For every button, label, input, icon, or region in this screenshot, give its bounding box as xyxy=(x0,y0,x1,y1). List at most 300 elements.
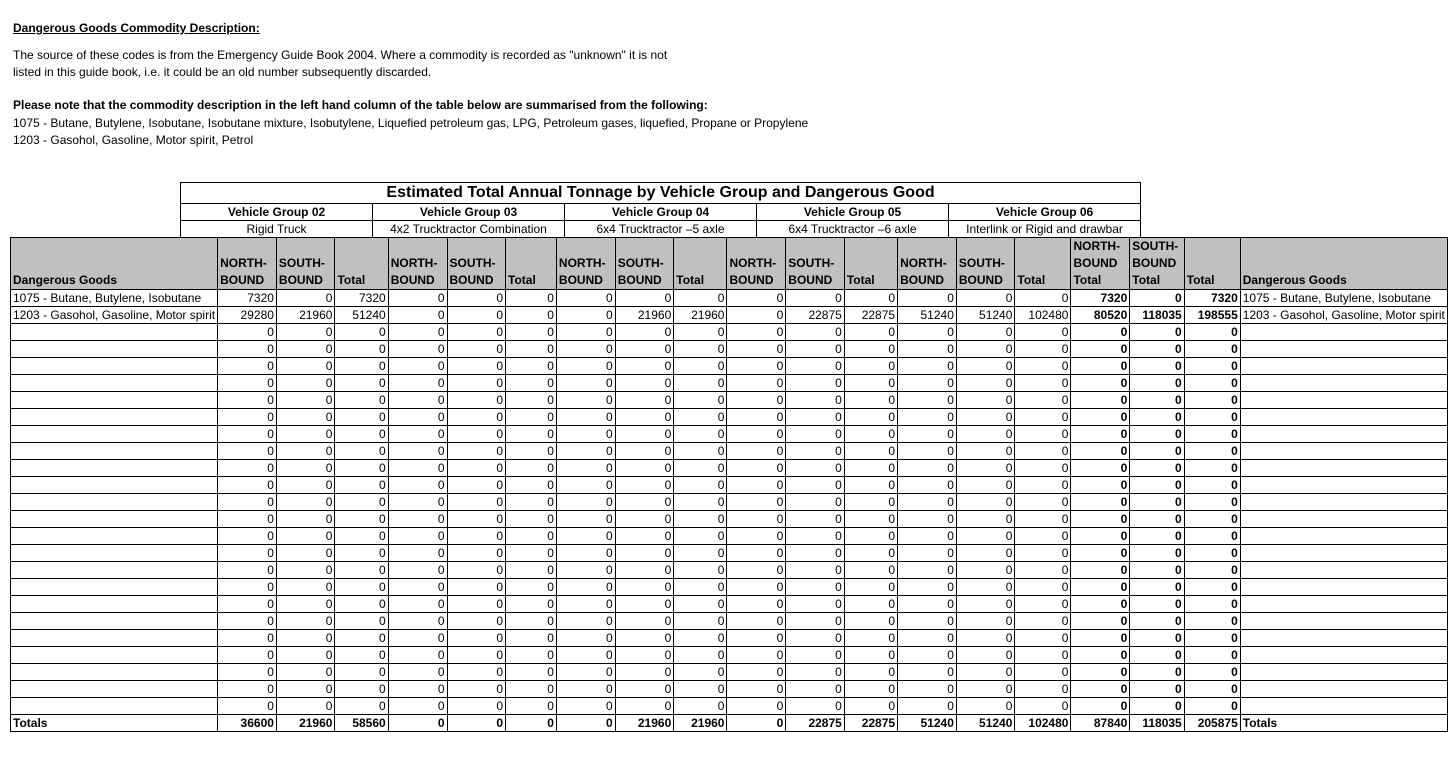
tonnage-cell[interactable]: 0 xyxy=(1184,698,1240,715)
total-cell[interactable]: 205875 xyxy=(1184,715,1240,732)
tonnage-cell[interactable]: 0 xyxy=(898,681,957,698)
tonnage-cell[interactable]: 0 xyxy=(898,647,957,664)
tonnage-cell[interactable]: 0 xyxy=(1130,375,1184,392)
total-cell[interactable]: 58560 xyxy=(335,715,388,732)
dangerous-goods-cell[interactable] xyxy=(1240,392,1447,409)
tonnage-cell[interactable]: 0 xyxy=(1071,528,1130,545)
dangerous-goods-cell[interactable] xyxy=(1240,324,1447,341)
tonnage-cell[interactable]: 0 xyxy=(506,511,557,528)
tonnage-cell[interactable]: 0 xyxy=(1015,443,1071,460)
tonnage-cell[interactable]: 0 xyxy=(1184,426,1240,443)
dangerous-goods-cell[interactable] xyxy=(11,392,218,409)
tonnage-cell[interactable]: 0 xyxy=(1071,698,1130,715)
total-cell[interactable]: 22875 xyxy=(844,715,897,732)
dangerous-goods-cell[interactable] xyxy=(1240,562,1447,579)
tonnage-cell[interactable]: 0 xyxy=(276,528,335,545)
tonnage-cell[interactable]: 0 xyxy=(615,443,674,460)
tonnage-cell[interactable]: 0 xyxy=(556,375,615,392)
tonnage-cell[interactable]: 51240 xyxy=(898,307,957,324)
tonnage-cell[interactable]: 0 xyxy=(447,647,506,664)
tonnage-cell[interactable]: 0 xyxy=(956,511,1015,528)
dangerous-goods-cell[interactable] xyxy=(1240,477,1447,494)
tonnage-cell[interactable]: 0 xyxy=(335,647,388,664)
tonnage-cell[interactable]: 0 xyxy=(786,647,845,664)
tonnage-cell[interactable]: 0 xyxy=(335,358,388,375)
tonnage-cell[interactable]: 0 xyxy=(1184,477,1240,494)
tonnage-cell[interactable]: 0 xyxy=(218,324,277,341)
dangerous-goods-cell[interactable] xyxy=(1240,358,1447,375)
tonnage-cell[interactable]: 0 xyxy=(388,681,447,698)
tonnage-cell[interactable]: 0 xyxy=(1130,579,1184,596)
tonnage-cell[interactable]: 0 xyxy=(388,630,447,647)
tonnage-cell[interactable]: 0 xyxy=(335,460,388,477)
tonnage-cell[interactable]: 0 xyxy=(447,613,506,630)
tonnage-cell[interactable]: 0 xyxy=(1071,375,1130,392)
tonnage-cell[interactable]: 0 xyxy=(615,494,674,511)
tonnage-cell[interactable]: 0 xyxy=(1130,562,1184,579)
tonnage-cell[interactable]: 0 xyxy=(556,630,615,647)
tonnage-cell[interactable]: 0 xyxy=(335,613,388,630)
tonnage-cell[interactable]: 0 xyxy=(1071,681,1130,698)
dangerous-goods-cell[interactable] xyxy=(1240,528,1447,545)
tonnage-cell[interactable]: 0 xyxy=(556,324,615,341)
dangerous-goods-cell[interactable] xyxy=(11,698,218,715)
tonnage-cell[interactable]: 0 xyxy=(786,460,845,477)
tonnage-cell[interactable]: 0 xyxy=(1015,460,1071,477)
tonnage-cell[interactable]: 0 xyxy=(727,647,786,664)
tonnage-cell[interactable]: 0 xyxy=(844,596,897,613)
tonnage-cell[interactable]: 0 xyxy=(1130,443,1184,460)
tonnage-cell[interactable]: 0 xyxy=(956,375,1015,392)
total-cell[interactable]: 51240 xyxy=(956,715,1015,732)
tonnage-cell[interactable]: 0 xyxy=(1015,494,1071,511)
tonnage-cell[interactable]: 0 xyxy=(556,426,615,443)
dangerous-goods-cell[interactable] xyxy=(11,630,218,647)
tonnage-cell[interactable]: 0 xyxy=(556,460,615,477)
tonnage-cell[interactable]: 0 xyxy=(1071,596,1130,613)
tonnage-cell[interactable]: 0 xyxy=(898,409,957,426)
tonnage-cell[interactable]: 0 xyxy=(674,596,727,613)
tonnage-cell[interactable]: 0 xyxy=(388,392,447,409)
tonnage-cell[interactable]: 0 xyxy=(447,664,506,681)
tonnage-cell[interactable]: 7320 xyxy=(1184,290,1240,307)
tonnage-cell[interactable]: 0 xyxy=(447,443,506,460)
tonnage-cell[interactable]: 0 xyxy=(674,681,727,698)
tonnage-cell[interactable]: 0 xyxy=(1015,579,1071,596)
tonnage-cell[interactable]: 0 xyxy=(218,511,277,528)
tonnage-cell[interactable]: 0 xyxy=(388,613,447,630)
tonnage-cell[interactable]: 0 xyxy=(844,630,897,647)
tonnage-cell[interactable]: 0 xyxy=(1015,409,1071,426)
tonnage-cell[interactable]: 0 xyxy=(335,596,388,613)
tonnage-cell[interactable]: 0 xyxy=(615,324,674,341)
tonnage-cell[interactable]: 0 xyxy=(615,358,674,375)
tonnage-cell[interactable]: 0 xyxy=(786,562,845,579)
tonnage-cell[interactable]: 0 xyxy=(335,698,388,715)
totals-label[interactable]: Totals xyxy=(11,715,218,732)
tonnage-cell[interactable]: 7320 xyxy=(1071,290,1130,307)
tonnage-cell[interactable]: 0 xyxy=(447,494,506,511)
tonnage-cell[interactable]: 0 xyxy=(506,528,557,545)
tonnage-cell[interactable]: 0 xyxy=(1130,494,1184,511)
tonnage-cell[interactable]: 0 xyxy=(506,494,557,511)
tonnage-cell[interactable]: 0 xyxy=(1184,494,1240,511)
tonnage-cell[interactable]: 0 xyxy=(218,341,277,358)
tonnage-cell[interactable]: 0 xyxy=(506,341,557,358)
tonnage-cell[interactable]: 0 xyxy=(1071,460,1130,477)
tonnage-cell[interactable]: 0 xyxy=(335,409,388,426)
tonnage-cell[interactable]: 0 xyxy=(786,596,845,613)
tonnage-cell[interactable]: 0 xyxy=(1071,647,1130,664)
tonnage-cell[interactable]: 0 xyxy=(1015,664,1071,681)
tonnage-cell[interactable]: 0 xyxy=(786,375,845,392)
tonnage-cell[interactable]: 0 xyxy=(727,443,786,460)
tonnage-cell[interactable]: 0 xyxy=(956,341,1015,358)
tonnage-cell[interactable]: 0 xyxy=(727,579,786,596)
tonnage-cell[interactable]: 0 xyxy=(674,545,727,562)
tonnage-cell[interactable]: 0 xyxy=(218,528,277,545)
tonnage-cell[interactable]: 0 xyxy=(276,460,335,477)
total-cell[interactable]: 21960 xyxy=(276,715,335,732)
tonnage-cell[interactable]: 0 xyxy=(1184,375,1240,392)
dangerous-goods-cell[interactable] xyxy=(11,613,218,630)
tonnage-cell[interactable]: 0 xyxy=(1184,341,1240,358)
tonnage-cell[interactable]: 0 xyxy=(556,681,615,698)
tonnage-cell[interactable]: 0 xyxy=(674,511,727,528)
tonnage-cell[interactable]: 0 xyxy=(218,630,277,647)
tonnage-cell[interactable]: 0 xyxy=(335,562,388,579)
tonnage-cell[interactable]: 0 xyxy=(1071,511,1130,528)
tonnage-cell[interactable]: 0 xyxy=(1130,392,1184,409)
tonnage-cell[interactable]: 0 xyxy=(615,698,674,715)
tonnage-cell[interactable]: 0 xyxy=(276,545,335,562)
tonnage-cell[interactable]: 0 xyxy=(1130,596,1184,613)
tonnage-cell[interactable]: 0 xyxy=(674,664,727,681)
tonnage-cell[interactable]: 0 xyxy=(727,528,786,545)
tonnage-cell[interactable]: 0 xyxy=(447,358,506,375)
tonnage-cell[interactable]: 102480 xyxy=(1015,307,1071,324)
tonnage-cell[interactable]: 0 xyxy=(506,681,557,698)
dangerous-goods-cell[interactable] xyxy=(11,443,218,460)
tonnage-cell[interactable]: 0 xyxy=(388,426,447,443)
tonnage-cell[interactable]: 0 xyxy=(956,290,1015,307)
tonnage-cell[interactable]: 0 xyxy=(898,613,957,630)
tonnage-cell[interactable]: 0 xyxy=(218,426,277,443)
tonnage-cell[interactable]: 0 xyxy=(218,562,277,579)
tonnage-cell[interactable]: 0 xyxy=(956,681,1015,698)
tonnage-cell[interactable]: 0 xyxy=(276,698,335,715)
tonnage-cell[interactable]: 0 xyxy=(335,375,388,392)
tonnage-cell[interactable]: 0 xyxy=(276,358,335,375)
tonnage-cell[interactable]: 51240 xyxy=(956,307,1015,324)
dangerous-goods-cell[interactable] xyxy=(11,579,218,596)
tonnage-cell[interactable]: 7320 xyxy=(335,290,388,307)
tonnage-cell[interactable]: 0 xyxy=(388,409,447,426)
tonnage-cell[interactable]: 0 xyxy=(1184,511,1240,528)
tonnage-cell[interactable]: 0 xyxy=(956,358,1015,375)
tonnage-cell[interactable]: 0 xyxy=(844,477,897,494)
tonnage-cell[interactable]: 0 xyxy=(898,375,957,392)
tonnage-cell[interactable]: 0 xyxy=(1015,630,1071,647)
tonnage-cell[interactable]: 0 xyxy=(335,477,388,494)
tonnage-cell[interactable]: 0 xyxy=(218,460,277,477)
tonnage-cell[interactable]: 0 xyxy=(674,341,727,358)
tonnage-cell[interactable]: 0 xyxy=(1015,596,1071,613)
tonnage-cell[interactable]: 0 xyxy=(786,324,845,341)
tonnage-cell[interactable]: 0 xyxy=(1130,698,1184,715)
tonnage-cell[interactable]: 0 xyxy=(447,630,506,647)
tonnage-cell[interactable]: 0 xyxy=(556,511,615,528)
dangerous-goods-cell[interactable] xyxy=(11,562,218,579)
tonnage-cell[interactable]: 0 xyxy=(276,443,335,460)
tonnage-cell[interactable]: 0 xyxy=(1184,630,1240,647)
tonnage-cell[interactable]: 0 xyxy=(388,528,447,545)
tonnage-cell[interactable]: 0 xyxy=(1184,579,1240,596)
tonnage-cell[interactable]: 0 xyxy=(898,511,957,528)
tonnage-cell[interactable]: 0 xyxy=(1184,528,1240,545)
tonnage-cell[interactable]: 0 xyxy=(218,698,277,715)
tonnage-cell[interactable]: 0 xyxy=(447,477,506,494)
tonnage-cell[interactable]: 0 xyxy=(276,494,335,511)
tonnage-cell[interactable]: 0 xyxy=(218,477,277,494)
tonnage-cell[interactable]: 0 xyxy=(388,290,447,307)
tonnage-cell[interactable]: 0 xyxy=(1071,545,1130,562)
tonnage-cell[interactable]: 0 xyxy=(447,409,506,426)
tonnage-cell[interactable]: 0 xyxy=(388,647,447,664)
tonnage-cell[interactable]: 0 xyxy=(1184,545,1240,562)
tonnage-cell[interactable]: 0 xyxy=(556,545,615,562)
tonnage-cell[interactable]: 0 xyxy=(388,562,447,579)
tonnage-cell[interactable]: 0 xyxy=(898,290,957,307)
tonnage-cell[interactable]: 0 xyxy=(335,664,388,681)
tonnage-cell[interactable]: 0 xyxy=(1015,290,1071,307)
dangerous-goods-cell[interactable] xyxy=(11,596,218,613)
tonnage-cell[interactable]: 0 xyxy=(898,528,957,545)
tonnage-cell[interactable]: 0 xyxy=(388,596,447,613)
tonnage-cell[interactable]: 0 xyxy=(556,528,615,545)
tonnage-cell[interactable]: 0 xyxy=(218,596,277,613)
tonnage-cell[interactable]: 0 xyxy=(388,375,447,392)
tonnage-cell[interactable]: 0 xyxy=(615,375,674,392)
tonnage-cell[interactable]: 0 xyxy=(674,460,727,477)
tonnage-cell[interactable]: 0 xyxy=(388,494,447,511)
tonnage-cell[interactable]: 80520 xyxy=(1071,307,1130,324)
tonnage-cell[interactable]: 0 xyxy=(506,290,557,307)
tonnage-cell[interactable]: 0 xyxy=(556,443,615,460)
tonnage-cell[interactable]: 0 xyxy=(786,358,845,375)
tonnage-cell[interactable]: 0 xyxy=(556,562,615,579)
tonnage-cell[interactable]: 0 xyxy=(786,681,845,698)
tonnage-cell[interactable]: 0 xyxy=(727,341,786,358)
tonnage-cell[interactable]: 0 xyxy=(956,596,1015,613)
tonnage-cell[interactable]: 0 xyxy=(335,511,388,528)
tonnage-cell[interactable]: 0 xyxy=(674,358,727,375)
tonnage-cell[interactable]: 0 xyxy=(218,579,277,596)
tonnage-cell[interactable]: 0 xyxy=(786,630,845,647)
tonnage-cell[interactable]: 0 xyxy=(388,341,447,358)
tonnage-cell[interactable]: 0 xyxy=(218,358,277,375)
tonnage-cell[interactable]: 0 xyxy=(956,630,1015,647)
tonnage-cell[interactable]: 0 xyxy=(447,375,506,392)
tonnage-cell[interactable]: 0 xyxy=(727,596,786,613)
dangerous-goods-cell[interactable] xyxy=(1240,375,1447,392)
tonnage-cell[interactable]: 0 xyxy=(1184,392,1240,409)
tonnage-cell[interactable]: 0 xyxy=(898,545,957,562)
tonnage-cell[interactable]: 0 xyxy=(956,528,1015,545)
tonnage-cell[interactable]: 0 xyxy=(1015,562,1071,579)
tonnage-cell[interactable]: 0 xyxy=(786,341,845,358)
tonnage-cell[interactable]: 0 xyxy=(844,698,897,715)
tonnage-cell[interactable]: 0 xyxy=(727,477,786,494)
tonnage-cell[interactable]: 0 xyxy=(844,664,897,681)
tonnage-cell[interactable]: 0 xyxy=(1071,358,1130,375)
tonnage-cell[interactable]: 0 xyxy=(727,494,786,511)
dangerous-goods-cell[interactable] xyxy=(11,494,218,511)
total-cell[interactable]: 0 xyxy=(447,715,506,732)
dangerous-goods-cell[interactable] xyxy=(1240,613,1447,630)
tonnage-cell[interactable]: 0 xyxy=(218,392,277,409)
tonnage-cell[interactable]: 0 xyxy=(956,477,1015,494)
dangerous-goods-cell[interactable] xyxy=(11,358,218,375)
tonnage-cell[interactable]: 198555 xyxy=(1184,307,1240,324)
tonnage-cell[interactable]: 0 xyxy=(786,290,845,307)
tonnage-cell[interactable]: 0 xyxy=(506,375,557,392)
tonnage-cell[interactable]: 0 xyxy=(1015,545,1071,562)
tonnage-cell[interactable]: 0 xyxy=(447,324,506,341)
tonnage-cell[interactable]: 0 xyxy=(1130,528,1184,545)
tonnage-cell[interactable]: 0 xyxy=(388,579,447,596)
dangerous-goods-cell[interactable] xyxy=(1240,681,1447,698)
tonnage-cell[interactable]: 0 xyxy=(335,681,388,698)
tonnage-cell[interactable]: 0 xyxy=(727,358,786,375)
tonnage-cell[interactable]: 0 xyxy=(335,630,388,647)
tonnage-cell[interactable]: 0 xyxy=(844,528,897,545)
tonnage-cell[interactable]: 0 xyxy=(956,647,1015,664)
tonnage-cell[interactable]: 0 xyxy=(447,341,506,358)
tonnage-cell[interactable]: 0 xyxy=(276,375,335,392)
total-cell[interactable]: 22875 xyxy=(786,715,845,732)
tonnage-cell[interactable]: 0 xyxy=(556,290,615,307)
total-cell[interactable]: 0 xyxy=(506,715,557,732)
tonnage-cell[interactable]: 0 xyxy=(276,392,335,409)
tonnage-cell[interactable]: 0 xyxy=(786,392,845,409)
dangerous-goods-cell[interactable] xyxy=(11,647,218,664)
dangerous-goods-cell[interactable] xyxy=(11,545,218,562)
tonnage-cell[interactable]: 0 xyxy=(447,511,506,528)
dangerous-goods-cell[interactable]: 1075 - Butane, Butylene, Isobutane xyxy=(1240,290,1447,307)
tonnage-cell[interactable]: 0 xyxy=(276,664,335,681)
tonnage-cell[interactable]: 0 xyxy=(335,528,388,545)
tonnage-cell[interactable]: 0 xyxy=(898,698,957,715)
tonnage-cell[interactable]: 0 xyxy=(276,579,335,596)
tonnage-cell[interactable]: 0 xyxy=(844,409,897,426)
tonnage-cell[interactable]: 0 xyxy=(1015,477,1071,494)
dangerous-goods-cell[interactable] xyxy=(11,528,218,545)
tonnage-cell[interactable]: 0 xyxy=(1130,664,1184,681)
tonnage-cell[interactable]: 0 xyxy=(1015,358,1071,375)
tonnage-cell[interactable]: 0 xyxy=(1184,324,1240,341)
tonnage-cell[interactable]: 0 xyxy=(1015,613,1071,630)
tonnage-cell[interactable]: 0 xyxy=(844,511,897,528)
tonnage-cell[interactable]: 0 xyxy=(447,426,506,443)
tonnage-cell[interactable]: 0 xyxy=(506,613,557,630)
tonnage-cell[interactable]: 0 xyxy=(506,426,557,443)
dangerous-goods-cell[interactable] xyxy=(11,681,218,698)
tonnage-cell[interactable]: 0 xyxy=(1184,613,1240,630)
tonnage-cell[interactable]: 0 xyxy=(1071,664,1130,681)
tonnage-cell[interactable]: 0 xyxy=(218,613,277,630)
tonnage-cell[interactable]: 0 xyxy=(556,494,615,511)
dangerous-goods-cell[interactable]: 1203 - Gasohol, Gasoline, Motor spirit xyxy=(1240,307,1447,324)
dangerous-goods-cell[interactable] xyxy=(1240,545,1447,562)
tonnage-cell[interactable]: 0 xyxy=(1015,528,1071,545)
tonnage-cell[interactable]: 0 xyxy=(1071,630,1130,647)
tonnage-cell[interactable]: 0 xyxy=(447,460,506,477)
tonnage-cell[interactable]: 0 xyxy=(1071,392,1130,409)
tonnage-cell[interactable]: 0 xyxy=(844,426,897,443)
tonnage-cell[interactable]: 0 xyxy=(727,681,786,698)
tonnage-cell[interactable]: 0 xyxy=(1015,324,1071,341)
tonnage-cell[interactable]: 0 xyxy=(276,290,335,307)
tonnage-cell[interactable]: 0 xyxy=(335,443,388,460)
tonnage-cell[interactable]: 0 xyxy=(506,477,557,494)
total-cell[interactable]: 102480 xyxy=(1015,715,1071,732)
tonnage-cell[interactable]: 0 xyxy=(447,681,506,698)
tonnage-cell[interactable]: 0 xyxy=(388,307,447,324)
total-cell[interactable]: 36600 xyxy=(218,715,277,732)
tonnage-cell[interactable]: 0 xyxy=(276,613,335,630)
dangerous-goods-cell[interactable] xyxy=(1240,511,1447,528)
tonnage-cell[interactable]: 0 xyxy=(727,426,786,443)
tonnage-cell[interactable]: 0 xyxy=(674,375,727,392)
tonnage-cell[interactable]: 0 xyxy=(898,324,957,341)
tonnage-cell[interactable]: 0 xyxy=(218,681,277,698)
tonnage-cell[interactable]: 0 xyxy=(956,324,1015,341)
tonnage-cell[interactable]: 0 xyxy=(956,579,1015,596)
tonnage-cell[interactable]: 0 xyxy=(956,545,1015,562)
tonnage-cell[interactable]: 0 xyxy=(1071,477,1130,494)
tonnage-cell[interactable]: 0 xyxy=(674,562,727,579)
dangerous-goods-cell[interactable] xyxy=(1240,460,1447,477)
tonnage-cell[interactable]: 0 xyxy=(615,562,674,579)
tonnage-cell[interactable]: 0 xyxy=(1071,443,1130,460)
total-cell[interactable]: 51240 xyxy=(898,715,957,732)
tonnage-cell[interactable]: 0 xyxy=(727,562,786,579)
tonnage-cell[interactable]: 0 xyxy=(388,443,447,460)
tonnage-cell[interactable]: 0 xyxy=(556,409,615,426)
tonnage-cell[interactable]: 0 xyxy=(388,545,447,562)
tonnage-cell[interactable]: 0 xyxy=(898,579,957,596)
tonnage-cell[interactable]: 22875 xyxy=(786,307,845,324)
tonnage-cell[interactable]: 0 xyxy=(388,511,447,528)
tonnage-cell[interactable]: 0 xyxy=(844,562,897,579)
tonnage-cell[interactable]: 0 xyxy=(956,562,1015,579)
tonnage-cell[interactable]: 0 xyxy=(556,698,615,715)
tonnage-cell[interactable]: 0 xyxy=(956,664,1015,681)
tonnage-cell[interactable]: 0 xyxy=(1184,596,1240,613)
tonnage-cell[interactable]: 0 xyxy=(1071,494,1130,511)
tonnage-cell[interactable]: 0 xyxy=(844,290,897,307)
tonnage-cell[interactable]: 0 xyxy=(956,494,1015,511)
tonnage-cell[interactable]: 51240 xyxy=(335,307,388,324)
tonnage-cell[interactable]: 0 xyxy=(1130,681,1184,698)
tonnage-cell[interactable]: 0 xyxy=(727,460,786,477)
tonnage-cell[interactable]: 0 xyxy=(727,375,786,392)
tonnage-cell[interactable]: 0 xyxy=(844,647,897,664)
tonnage-cell[interactable]: 0 xyxy=(727,511,786,528)
tonnage-cell[interactable]: 0 xyxy=(615,545,674,562)
tonnage-cell[interactable]: 0 xyxy=(556,579,615,596)
